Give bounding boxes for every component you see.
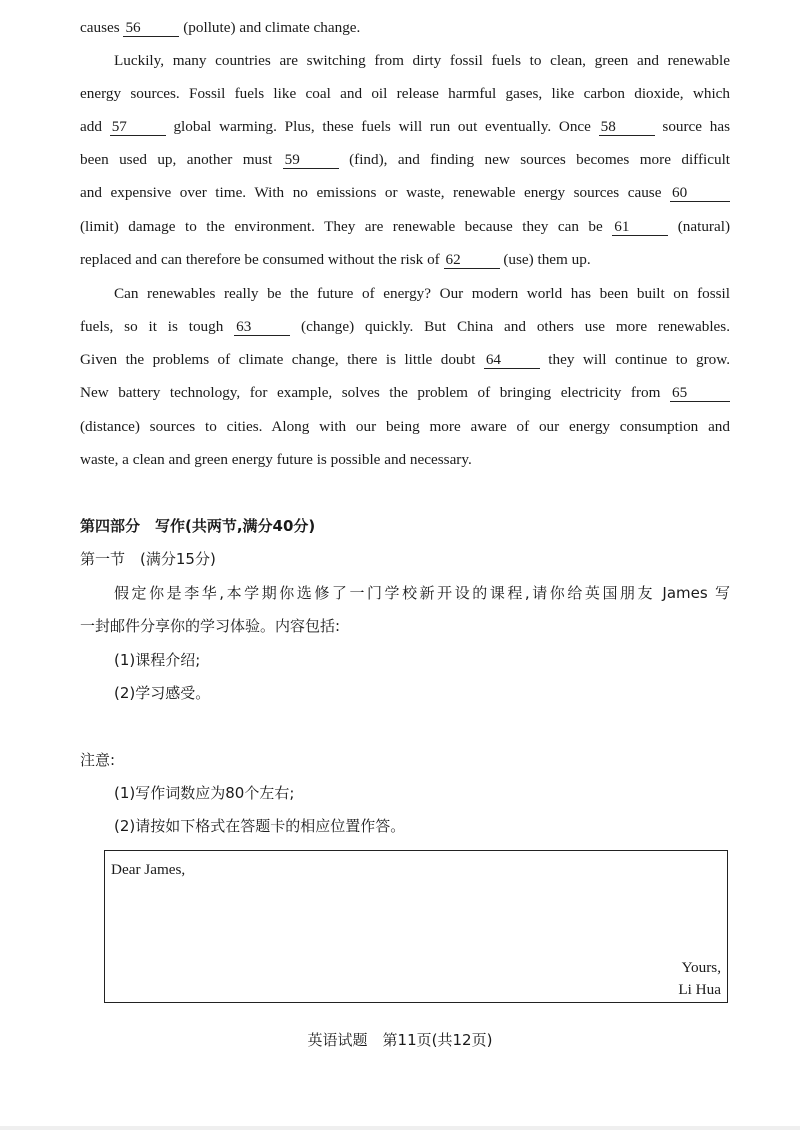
- text: fuels, so it is tough: [80, 318, 224, 335]
- text: causes: [80, 19, 120, 36]
- blank-64[interactable]: 64: [484, 351, 540, 369]
- content-point: (1)课程介绍;: [114, 651, 201, 669]
- passage-line: [80, 117, 730, 137]
- passage-line: [80, 250, 730, 270]
- text: global warming. Plus, these fuels will run out eventually. Once: [173, 118, 591, 135]
- blank-60[interactable]: 60: [670, 184, 730, 202]
- passage-line: Can renewables really be the future of energy? Our modern world has been built on fossil: [114, 285, 730, 302]
- text: add: [80, 118, 102, 135]
- passage-line: [80, 217, 730, 237]
- letter-closing: Yours,: [681, 959, 721, 976]
- page-footer: 英语试题 第11页(共12页): [307, 1031, 493, 1049]
- text: (pollute) and climate change.: [183, 19, 361, 36]
- passage-line: (distance) sources to cities. Along with our being more aware of our energy consumption and: [80, 418, 730, 435]
- content-point: (2)学习感受。: [114, 684, 211, 702]
- letter-signature: Li Hua: [678, 981, 721, 998]
- note-item: (2)请按如下格式在答题卡的相应位置作答。: [114, 817, 406, 835]
- text: they will continue to grow.: [548, 351, 731, 368]
- scan-edge: [0, 1126, 800, 1130]
- passage-line: energy sources. Fossil fuels like coal and oil release harmful gases, like carbon dioxide, which: [80, 85, 730, 102]
- passage-line: waste, a clean and green energy future is possible and necessary.: [80, 451, 472, 468]
- blank-62[interactable]: 62: [444, 251, 500, 269]
- section-title: 第一节 (满分15分): [80, 550, 216, 568]
- prompt-line: 一封邮件分享你的学习体验。内容包括:: [80, 617, 341, 635]
- part-title: 第四部分 写作(共两节,满分40分): [80, 517, 316, 535]
- blank-65[interactable]: 65: [670, 384, 730, 402]
- blank-58[interactable]: 58: [599, 118, 655, 136]
- passage-line: [80, 183, 730, 203]
- note-item: (1)写作词数应为80个左右;: [114, 784, 295, 802]
- prompt-line: 假定你是李华,本学期你选修了一门学校新开设的课程,请你给英国朋友 James 写: [114, 584, 730, 602]
- text: (use) them up.: [503, 251, 591, 268]
- blank-56[interactable]: 56: [123, 19, 179, 37]
- text: New battery technology, for example, solves the problem of bringing electricity from: [80, 384, 661, 401]
- text: Given the problems of climate change, there is little doubt: [80, 351, 476, 368]
- passage-line: [80, 150, 730, 170]
- text: (limit) damage to the environment. They are renewable because they can be: [80, 218, 603, 235]
- text: been used up, another must: [80, 151, 273, 168]
- passage-line: [80, 317, 730, 337]
- blank-61[interactable]: 61: [612, 218, 668, 236]
- passage-line: [80, 383, 730, 403]
- passage-line: [80, 18, 730, 38]
- blank-57[interactable]: 57: [110, 118, 166, 136]
- text: (natural): [677, 218, 730, 235]
- blank-63[interactable]: 63: [234, 318, 290, 336]
- note-title: 注意:: [80, 751, 116, 769]
- text: and expensive over time. With no emissions or waste, renewable energy sources cause: [80, 184, 662, 201]
- answer-format-box: [104, 850, 728, 1003]
- text: (change) quickly. But China and others use more renewables.: [301, 318, 730, 335]
- text: (find), and finding new sources becomes more difficult: [349, 151, 731, 168]
- passage-line: [80, 350, 730, 370]
- text: replaced and can therefore be consumed without the risk of: [80, 251, 440, 268]
- letter-greeting: Dear James,: [111, 861, 186, 878]
- text: source has: [662, 118, 731, 135]
- passage-line: Luckily, many countries are switching from dirty fossil fuels to clean, green and renewable: [114, 52, 730, 69]
- blank-59[interactable]: 59: [283, 151, 339, 169]
